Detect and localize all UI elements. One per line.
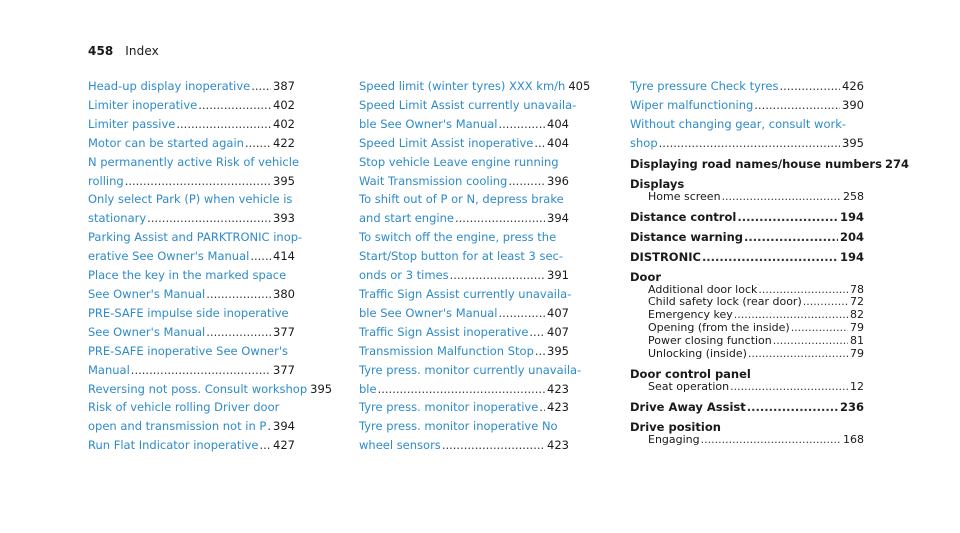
index-entry-line <box>359 436 569 455</box>
index-entry[interactable] <box>359 398 569 417</box>
page-reference: 78 <box>850 282 864 296</box>
index-entry-text[interactable]: See Owner's Manual <box>88 324 206 339</box>
index-entry-line <box>359 342 569 361</box>
index-entry-text[interactable]: Risk of vehicle rolling Driver door <box>88 400 280 415</box>
page-reference: 79 <box>850 347 864 361</box>
index-entry-text[interactable]: Limiter passive <box>88 116 176 131</box>
page-reference: 395 <box>547 343 569 358</box>
index-entry-text[interactable]: Stop vehicle Leave engine running <box>359 154 559 169</box>
page-reference: 377 <box>273 324 295 339</box>
index-entry[interactable] <box>88 77 295 96</box>
index-entry-text[interactable]: Manual <box>88 362 130 377</box>
dot-leader <box>498 115 545 134</box>
page-reference: 387 <box>273 79 295 93</box>
index-entry-text[interactable]: PRE-SAFE impulse side inoperative <box>88 305 289 320</box>
page-reference: 168 <box>843 432 864 446</box>
index-group <box>630 270 864 361</box>
dot-leader <box>442 436 545 455</box>
index-entry-text[interactable]: PRE-SAFE inoperative See Owner's <box>88 343 288 358</box>
index-subentry <box>648 191 864 204</box>
index-heading: DISTRONIC <box>630 249 701 264</box>
index-entry-text[interactable]: To switch off the engine, press the <box>359 230 557 245</box>
index-entry-line <box>359 247 569 266</box>
index-entry-line <box>630 77 864 96</box>
index-entry-text[interactable]: wheel sensors <box>359 438 441 453</box>
index-entry-line <box>88 266 295 285</box>
page-reference: 407 <box>547 305 569 320</box>
index-group <box>630 210 864 224</box>
index-entry-line <box>88 380 333 399</box>
page-reference: 393 <box>273 211 295 226</box>
index-entry-text[interactable]: Transmission Malfunction Stop <box>359 343 534 358</box>
page-reference: 395 <box>273 173 295 188</box>
index-entry-text[interactable]: Place the key in the marked space <box>88 268 287 283</box>
page-reference: 423 <box>547 438 569 453</box>
index-entry-line <box>359 417 569 436</box>
index-entry-line <box>88 96 295 115</box>
dot-leader <box>730 381 848 394</box>
dot-leader <box>198 96 271 115</box>
index-subentry-text: Power closing function <box>648 334 772 348</box>
index-entry-text[interactable]: Parking Assist and PARKTRONIC inop- <box>88 230 303 245</box>
index-entry-line <box>359 228 569 247</box>
dot-leader <box>773 335 848 348</box>
index-subentries <box>630 434 864 447</box>
index-heading-line <box>630 367 864 381</box>
index-entry-line <box>88 209 295 228</box>
index-entry-text[interactable]: Without changing gear, consult work- <box>630 116 847 131</box>
index-entry-text[interactable]: Traffic Sign Assist inoperative <box>359 324 529 339</box>
index-entry[interactable] <box>88 96 295 115</box>
index-entry-text[interactable]: Speed Limit Assist inoperative <box>359 135 534 150</box>
dot-leader <box>508 172 545 191</box>
index-subentry-text: Emergency key <box>648 308 733 322</box>
dot-leader <box>702 250 838 264</box>
index-heading: Displaying road names/house numbers <box>630 156 882 171</box>
index-entry-text[interactable]: Tyre press. monitor inoperative No <box>359 419 558 434</box>
index-entry[interactable] <box>88 380 333 399</box>
index-entry-line <box>88 190 295 209</box>
index-entry-text[interactable]: ble See Owner's Manual <box>359 116 498 131</box>
index-entry-line <box>359 134 569 153</box>
index-entry-text[interactable]: Tyre press. monitor inoperative <box>359 400 539 415</box>
index-entry[interactable] <box>88 266 295 304</box>
index-heading-line <box>630 156 909 171</box>
index-entry-line <box>359 304 569 323</box>
dot-leader <box>791 322 848 335</box>
index-heading-line <box>630 210 864 224</box>
index-entry-line <box>88 436 295 455</box>
index-group <box>630 156 909 171</box>
index-entry[interactable] <box>88 342 295 380</box>
dot-leader <box>659 134 840 153</box>
index-entry-text[interactable]: Start/Stop button for at least 3 sec- <box>359 249 564 264</box>
index-entry-line <box>359 209 569 228</box>
index-entry[interactable] <box>359 361 582 399</box>
dot-leader <box>125 172 271 191</box>
page-reference: 194 <box>839 209 864 224</box>
page-reference: 12 <box>850 379 864 393</box>
page-reference: 72 <box>850 295 864 309</box>
index-entry-text[interactable]: Motor can be started again <box>88 135 244 150</box>
dot-leader <box>176 115 271 134</box>
index-entry[interactable] <box>359 342 569 361</box>
index-group <box>630 177 864 204</box>
page-reference: 423 <box>547 400 569 415</box>
index-entry-text[interactable]: Limiter inoperative <box>88 97 198 112</box>
index-entry-line <box>88 323 295 342</box>
page-reference: 236 <box>839 399 864 414</box>
index-heading-line <box>630 230 864 244</box>
dot-leader <box>534 134 545 153</box>
index-group <box>630 250 864 264</box>
page-reference: 396 <box>547 173 569 188</box>
page-reference: 404 <box>547 116 569 131</box>
index-entry[interactable] <box>88 398 295 436</box>
page-number: 458 <box>88 44 114 58</box>
index-entry-text[interactable]: Run Flat Indicator inoperative <box>88 438 259 453</box>
page-reference: 422 <box>273 135 295 150</box>
dot-leader <box>206 323 271 342</box>
index-entry-line <box>88 153 300 172</box>
index-entry[interactable] <box>359 77 591 96</box>
index-subentry-text: Opening (from the inside) <box>648 321 790 335</box>
index-column-3-top <box>630 77 864 153</box>
index-heading: Door <box>630 269 662 284</box>
index-entry-text[interactable]: See Owner's Manual <box>88 286 206 301</box>
index-entry-line <box>359 96 577 115</box>
dot-leader <box>535 342 545 361</box>
page-reference: 402 <box>273 97 295 112</box>
dot-leader <box>748 348 848 361</box>
page-reference: 194 <box>839 249 864 264</box>
index-entry-text[interactable]: open and transmission not in P <box>88 419 267 434</box>
dot-leader <box>539 398 545 417</box>
index-entry-text[interactable]: Speed Limit Assist currently unavaila- <box>359 97 577 112</box>
page-reference: 274 <box>884 156 909 171</box>
index-entry[interactable] <box>359 134 569 153</box>
dot-leader <box>737 210 838 224</box>
index-entry-line <box>359 115 569 134</box>
index-subentry <box>648 381 864 394</box>
index-entry-line <box>88 115 295 134</box>
index-column-3-groups <box>630 156 909 447</box>
index-entry-text[interactable]: Traffic Sign Assist currently unavaila- <box>359 286 572 301</box>
page-reference: 423 <box>547 381 569 396</box>
dot-leader <box>250 247 271 266</box>
dot-leader <box>722 191 841 204</box>
index-column-2 <box>359 77 591 455</box>
index-entry-text[interactable]: Reversing not poss. Consult workshop <box>88 381 308 396</box>
index-subentry-text: Home screen <box>648 189 721 203</box>
index-column-3 <box>630 77 909 447</box>
index-entry-text[interactable]: Wait Transmission cooling <box>359 173 508 188</box>
page-reference: 427 <box>273 438 295 453</box>
index-entry-line <box>88 398 295 417</box>
page-reference: 405 <box>568 79 591 93</box>
index-entry-text[interactable]: N permanently active Risk of vehicle <box>88 154 300 169</box>
index-entry-text[interactable]: shop <box>630 135 658 150</box>
page-reference: 404 <box>547 135 569 150</box>
index-entry-text[interactable]: Speed limit (winter tyres) XXX km/h <box>359 79 566 93</box>
index-entry-text[interactable]: Head-up display inoperative <box>88 79 251 93</box>
index-subentry <box>648 348 864 361</box>
index-subentries <box>630 284 864 361</box>
index-entry-line <box>88 77 295 96</box>
index-entry-line <box>88 361 295 380</box>
index-entry-line <box>88 285 295 304</box>
index-entry[interactable] <box>88 134 295 153</box>
index-heading: Drive Away Assist <box>630 399 746 414</box>
page-header <box>88 44 159 58</box>
index-entry-text[interactable]: Only select Park (P) when vehicle is <box>88 192 293 207</box>
index-entry[interactable] <box>359 417 569 455</box>
index-entry-line <box>359 153 569 172</box>
page-reference: 402 <box>273 116 295 131</box>
index-subentry-text: Seat operation <box>648 379 730 393</box>
index-subentry <box>648 434 864 447</box>
index-entry[interactable] <box>359 285 572 323</box>
index-entry-line <box>88 304 295 323</box>
index-entry-text[interactable]: ble See Owner's Manual <box>359 305 498 320</box>
index-entry-line <box>359 361 582 380</box>
index-group <box>630 230 864 244</box>
index-entry-text[interactable]: and start engine <box>359 211 454 226</box>
index-heading: Displays <box>630 176 685 191</box>
index-subentries <box>630 381 864 394</box>
index-entry-text[interactable]: To shift out of P or N, depress brake <box>359 192 564 207</box>
index-heading: Drive position <box>630 419 721 434</box>
index-heading: Door control panel <box>630 366 751 381</box>
page-reference: 395 <box>842 135 864 150</box>
page-reference: 258 <box>843 189 864 203</box>
index-entry-text[interactable]: onds or 3 times <box>359 268 449 283</box>
index-entry[interactable] <box>359 323 569 342</box>
index-heading-line <box>630 400 864 414</box>
index-entry-line <box>88 342 295 361</box>
dot-leader <box>455 209 545 228</box>
index-entry[interactable] <box>88 115 295 134</box>
index-subentries <box>630 191 864 204</box>
index-entry-line <box>359 285 572 304</box>
index-entry-line <box>630 134 864 153</box>
page-reference: 414 <box>273 249 295 264</box>
index-entry-text[interactable]: ble <box>359 381 377 396</box>
dot-leader <box>245 134 271 153</box>
dot-leader <box>259 436 271 455</box>
dot-leader <box>378 380 545 399</box>
page-reference: 394 <box>547 211 569 226</box>
index-subentry-text: Unlocking (inside) <box>648 347 747 361</box>
index-entry[interactable] <box>359 153 569 191</box>
index-entry[interactable] <box>630 115 864 153</box>
section-title: Index <box>125 44 159 58</box>
index-entry-line <box>359 398 569 417</box>
dot-leader <box>251 77 271 96</box>
dot-leader <box>754 96 840 115</box>
dot-leader <box>701 434 841 447</box>
index-heading-line <box>630 420 864 434</box>
index-entry[interactable] <box>359 190 569 228</box>
index-heading-line <box>630 270 864 284</box>
dot-leader <box>779 77 840 96</box>
index-entry-text[interactable]: Wiper malfunctioning <box>630 97 754 112</box>
index-entry-line <box>359 380 569 399</box>
dot-leader <box>131 361 271 380</box>
dot-leader <box>450 266 545 285</box>
index-subentry-text: Child safety lock (rear door) <box>648 295 802 309</box>
index-entry-line <box>359 190 569 209</box>
index-entry[interactable] <box>359 228 569 285</box>
page-reference: 82 <box>850 308 864 322</box>
index-entry-line <box>88 247 295 266</box>
index-entry[interactable] <box>88 190 295 228</box>
index-group <box>630 400 864 414</box>
index-entry-line <box>88 172 295 191</box>
index-entry[interactable] <box>630 96 864 115</box>
page-reference: 390 <box>842 97 864 112</box>
page-reference: 426 <box>842 79 864 93</box>
index-group <box>630 367 864 394</box>
index-group <box>630 420 864 447</box>
index-entry-line <box>630 96 864 115</box>
index-entry-line <box>630 115 864 134</box>
page-reference: 204 <box>839 229 864 244</box>
page-reference: 79 <box>850 321 864 335</box>
index-entry-line <box>359 172 569 191</box>
dot-leader <box>529 323 545 342</box>
page-reference: 380 <box>273 286 295 301</box>
index-entry-text[interactable]: rolling <box>88 173 124 188</box>
index-entry-text[interactable]: Tyre pressure Check tyres <box>630 79 779 93</box>
index-entry[interactable] <box>630 77 864 96</box>
index-entry-line <box>88 134 295 153</box>
index-entry[interactable] <box>359 96 577 134</box>
index-heading-line <box>630 177 864 191</box>
dot-leader <box>267 417 271 436</box>
index-heading: Distance warning <box>630 229 744 244</box>
dot-leader <box>206 285 271 304</box>
index-entry-text[interactable]: Tyre press. monitor currently unavaila- <box>359 362 582 377</box>
index-entry[interactable] <box>88 153 300 191</box>
index-entry-line <box>88 228 303 247</box>
index-subentry-text: Additional door lock <box>648 282 758 296</box>
index-entry-line <box>359 266 569 285</box>
index-entry[interactable] <box>88 304 295 342</box>
page-reference: 394 <box>273 419 295 434</box>
index-entry-text[interactable]: erative See Owner's Manual <box>88 249 250 264</box>
index-heading: Distance control <box>630 209 737 224</box>
dot-leader <box>747 400 838 414</box>
dot-leader <box>498 304 545 323</box>
index-column-1 <box>88 77 333 455</box>
index-heading-line <box>630 250 864 264</box>
page-reference: 395 <box>310 381 333 396</box>
dot-leader <box>803 296 848 309</box>
index-entry-line <box>359 323 569 342</box>
index-entry-text[interactable]: stationary <box>88 211 147 226</box>
index-entry[interactable] <box>88 436 295 455</box>
dot-leader <box>147 209 271 228</box>
page-reference: 377 <box>273 362 295 377</box>
index-entry-line <box>359 77 591 96</box>
index-subentry-text: Engaging <box>648 432 700 446</box>
index-entry-line <box>88 417 295 436</box>
index-entry[interactable] <box>88 228 303 266</box>
page-reference: 391 <box>547 268 569 283</box>
dot-leader <box>744 230 838 244</box>
page-reference: 407 <box>547 324 569 339</box>
page-reference: 81 <box>850 334 864 348</box>
